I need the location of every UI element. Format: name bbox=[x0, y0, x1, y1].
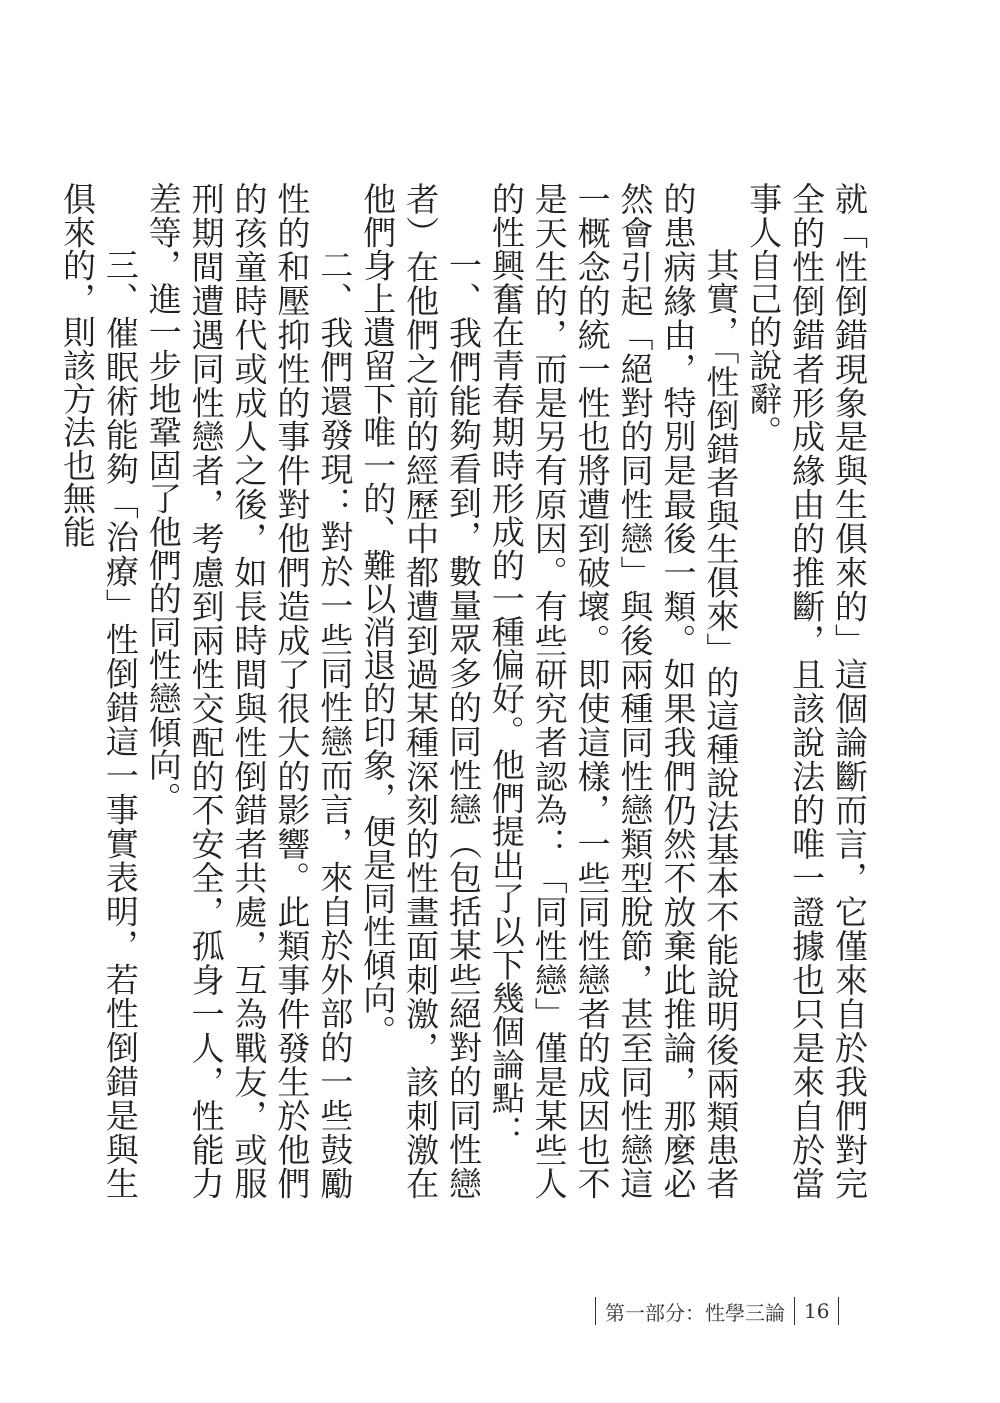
paragraph-4: 二、我們還發現：對於一些同性戀而言，來自於外部的一些鼓勵性的和壓抑性的事件對他們造成了很大的影響。此類事件發生於他們的孩童時代或成人之後，如長時間與性倒錯者共處，互為戰友，或服刑期間遭遇同性戀者，考慮到兩性交配的不安全，孤身一人，性能力差等，進一步地鞏固了他們的同性戀傾向。 bbox=[143, 182, 355, 1200]
running-footer bbox=[586, 1296, 848, 1326]
paragraph-2: 其實，「性倒錯者與生俱來」的這種說法基本不能說明後兩類患者的患病緣由，特別是最後一類。如果我們仍然不放棄此推論，那麼必然會引起「絕對的同性戀」與後兩種同性戀類型脫節，甚至同性戀這一概念的統一性也將遭到破壞。即使這樣，一些同性戀者的成因也不是天生的，而是另有原因。有些研究者認為：「同性戀」僅是某些人的性興奮在青春期時形成的一種偏好。他們提出了以下幾個論點： bbox=[486, 182, 741, 1200]
footer-section-title: 第一部分：性學三論 bbox=[605, 1300, 785, 1325]
vertical-body-text bbox=[57, 182, 870, 1200]
paragraph-5: 三、催眠術能夠「治療」性倒錯這一事實表明，若性倒錯是與生俱來的，則該方法也無能 bbox=[57, 182, 140, 1200]
page-number: 16 bbox=[804, 1299, 830, 1323]
footer-divider bbox=[838, 1297, 839, 1325]
footer-divider bbox=[595, 1297, 596, 1325]
paragraph-1: 就「性倒錯現象是與生俱來的」這個論斷而言，它僅來自於我們對完全的性倒錯者形成緣由的推斷，且該說法的唯一證據也只是來自於當事人自己的說辭。 bbox=[744, 182, 869, 1200]
footer-divider bbox=[794, 1297, 795, 1325]
paragraph-3: 一、我們能夠看到，數量眾多的同性戀（包括某些絕對的同性戀者）在他們之前的經歷中都遭到過某種深刻的性畫面刺激，該刺激在他們身上遺留下唯一的、難以消退的印象，便是同性傾向。 bbox=[358, 182, 483, 1200]
